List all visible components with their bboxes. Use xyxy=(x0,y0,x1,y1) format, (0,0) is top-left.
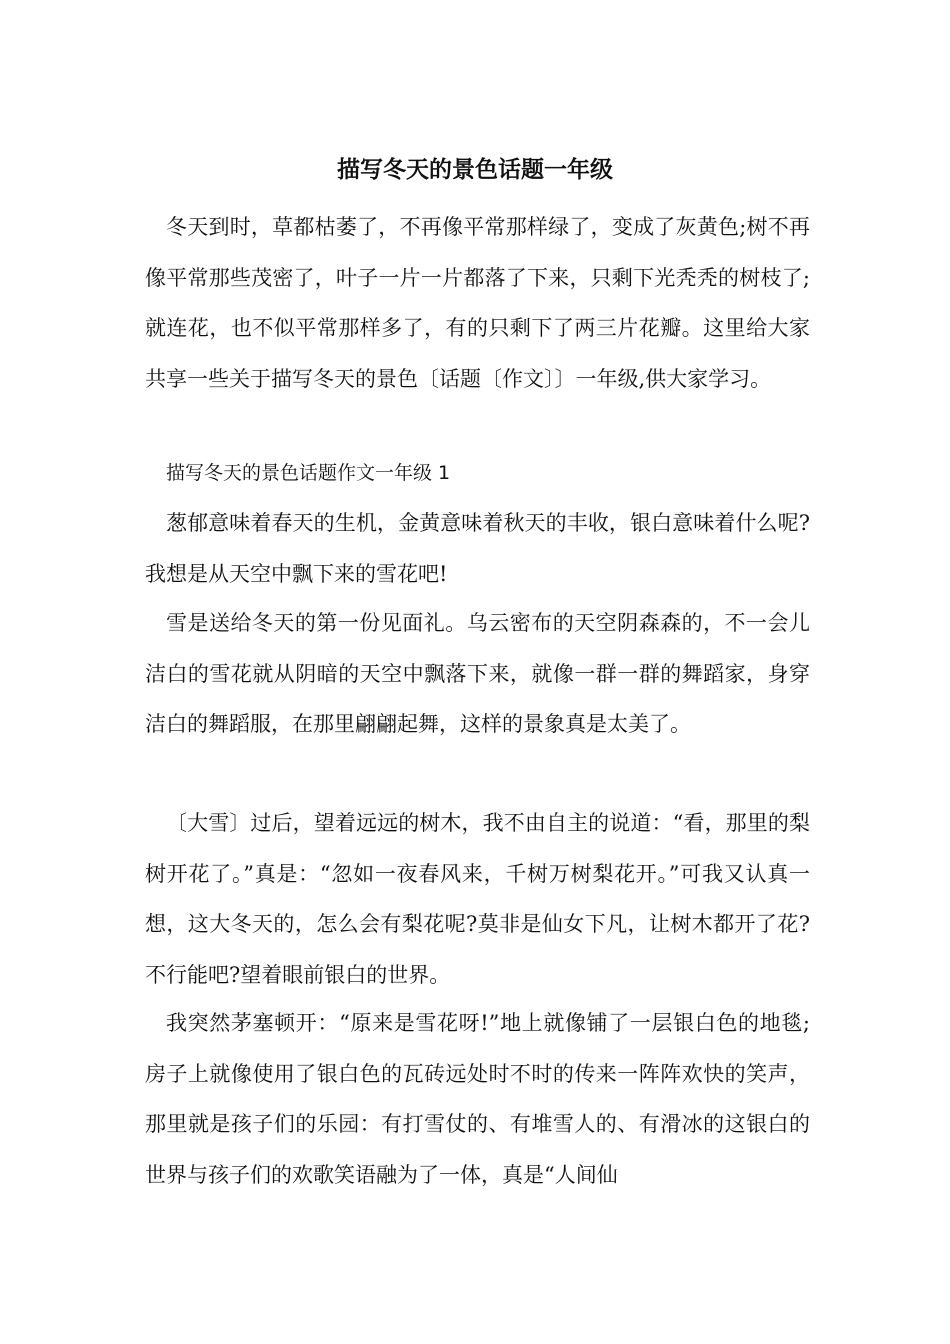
document-title: 描写冬天的景色话题一年级 xyxy=(337,157,613,183)
intro-paragraph: 冬天到时，草都枯萎了，不再像平常那样绿了，变成了灰黄色;树不再像平常那些茂密了，叶子一片一片都落了下来，只剩下光秃秃的树枝了;就连花，也不似平常那样多了，有的只剩下了两三片花瓣。这里给大家共享一些关于描写冬天的景色〔话题〔作文〕〕一年级,供大家学习。 xyxy=(145,215,810,391)
body-paragraph: 雪是送给冬天的第一份见面礼。乌云密布的天空阴森森的，不一会儿洁白的雪花就从阴暗的天空中飘落下来，就像一群一群的舞蹈家，身穿洁白的舞蹈服，在那里翩翩起舞，这样的景象真是太美了。 xyxy=(145,611,810,737)
body-paragraph: 我突然茅塞顿开：“原来是雪花呀!”地上就像铺了一层银白色的地毯;房子上就像使用了银白色的瓦砖远处时不时的传来一阵阵欢快的笑声，那里就是孩子们的乐园：有打雪仗的、有堆雪人的、有滑冰的这银白的世界与孩子们的欢歌笑语融为了一体，真是“人间仙 xyxy=(145,1011,810,1187)
body-paragraph: 〔大雪〕过后，望着远远的树木，我不由自主的说道：“看，那里的梨树开花了。”真是：“忽如一夜春风来，千树万树梨花开。”可我又认真一想，这大冬天的，怎么会有梨花呢?莫非是仙女下凡，让树木都开了花?不行能吧?望着眼前银白的世界。 xyxy=(145,811,810,987)
body-paragraph: 葱郁意味着春天的生机，金黄意味着秋天的丰收，银白意味着什么呢?我想是从天空中飘下来的雪花吧! xyxy=(145,511,810,586)
section-heading: 描写冬天的景色话题作文一年级 1 xyxy=(166,462,451,484)
